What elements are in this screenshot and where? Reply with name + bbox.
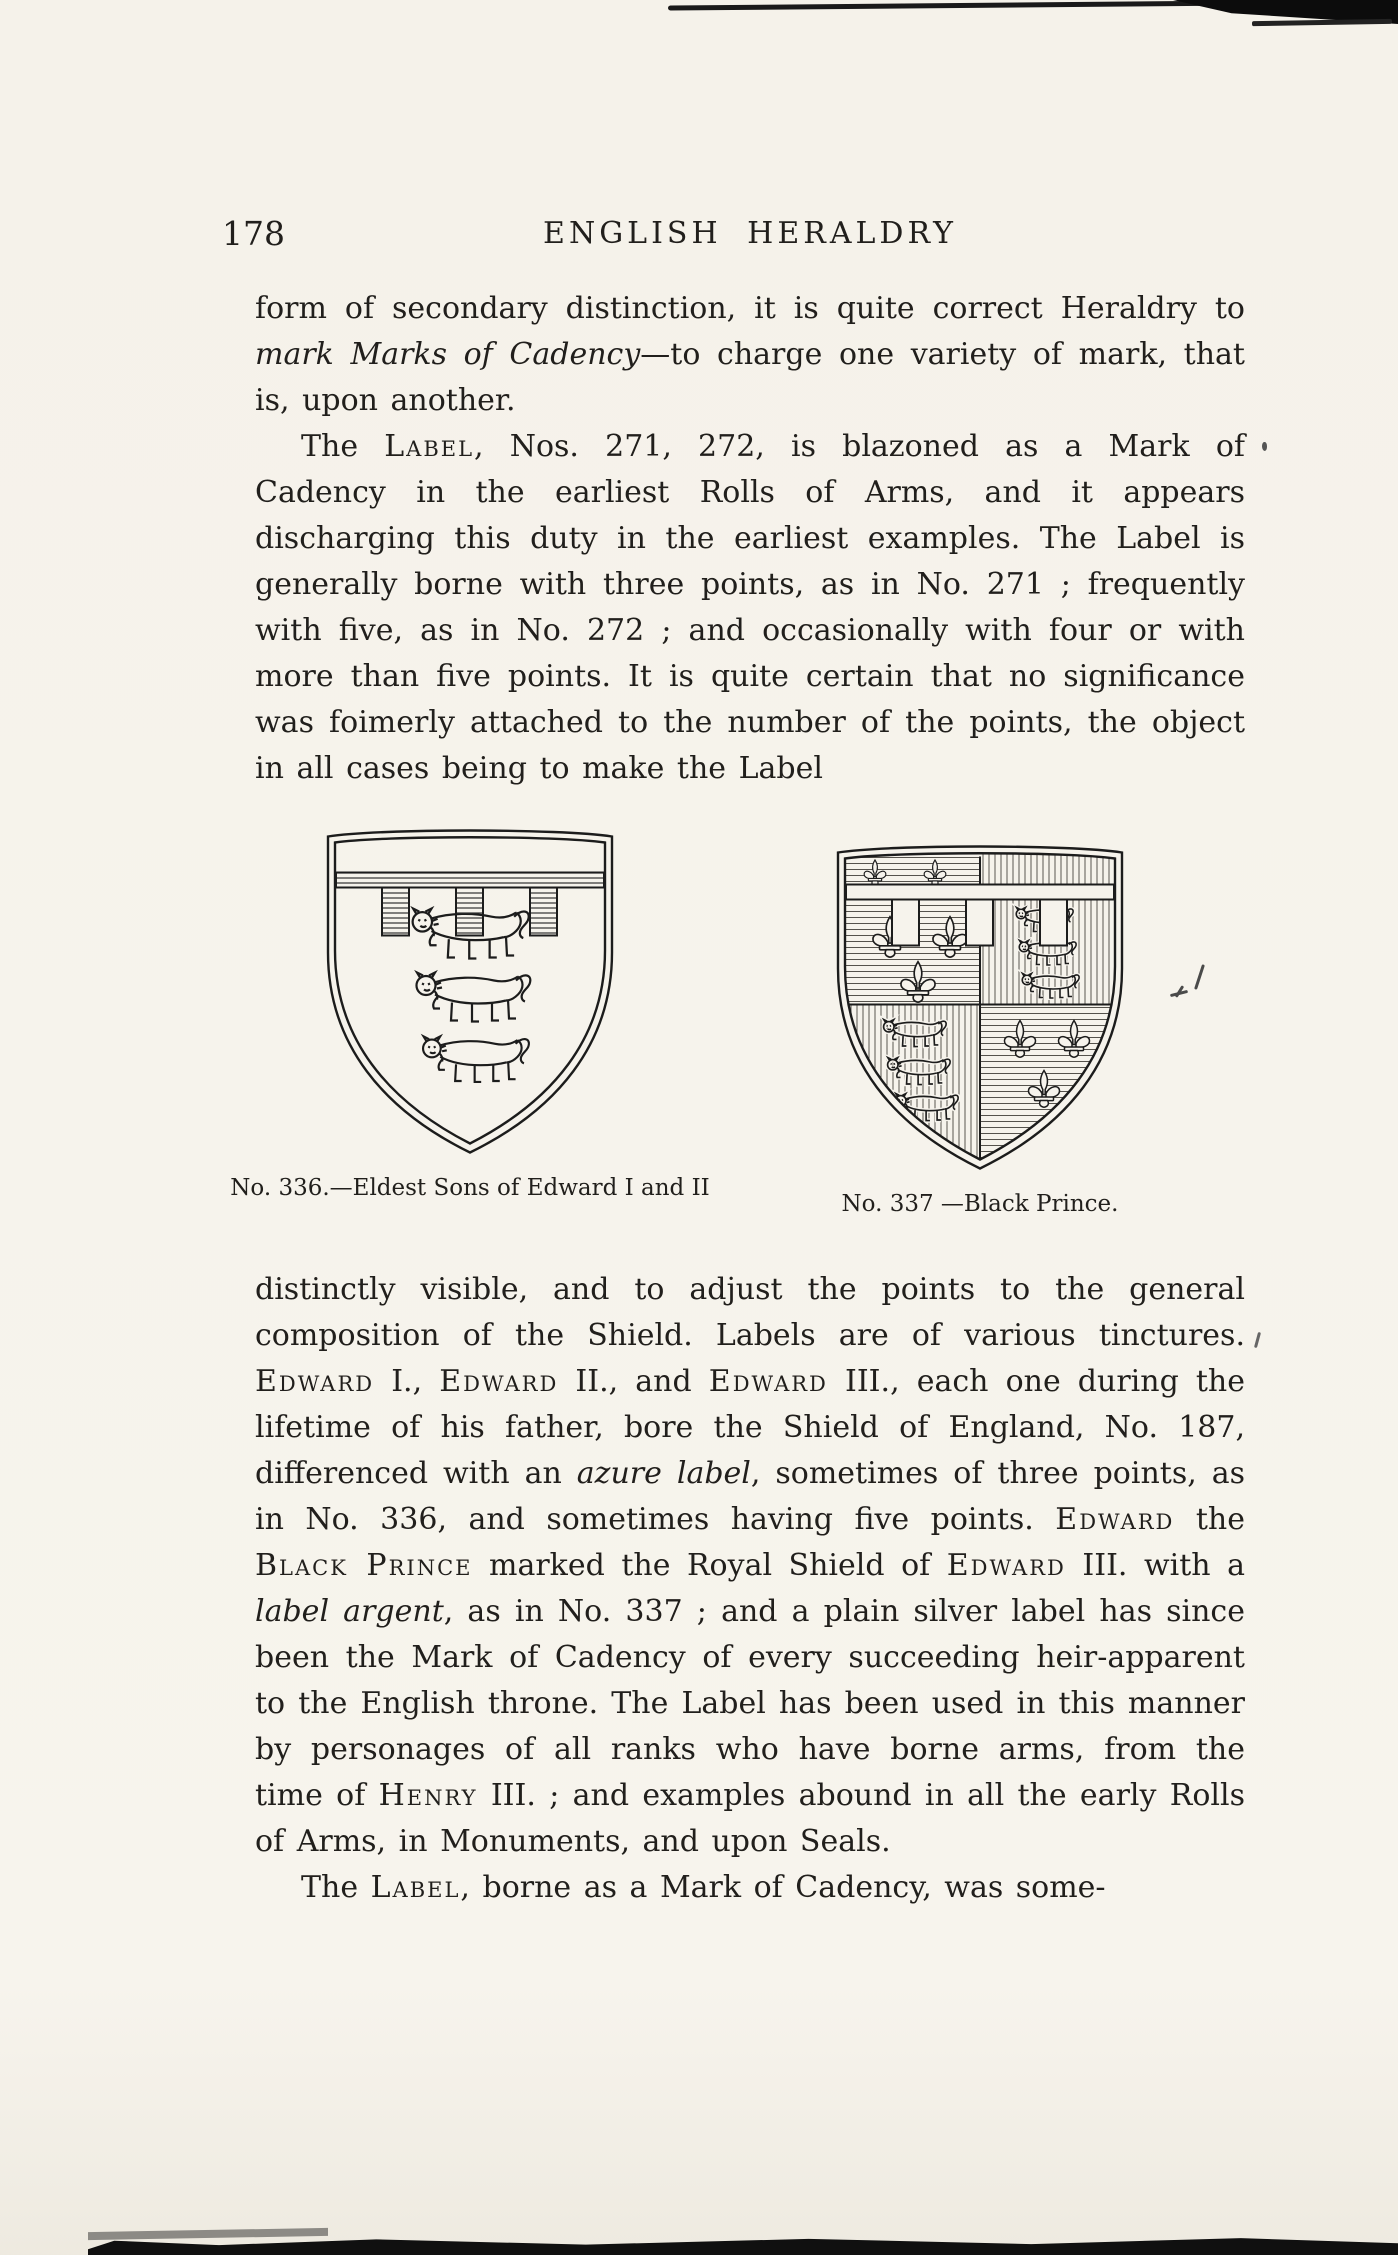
page-header [222, 212, 1245, 262]
figure-336 [230, 818, 710, 1233]
page-number: 178 [222, 214, 285, 253]
figure-337 [830, 834, 1130, 1217]
shield-336-illustration [320, 818, 620, 1163]
scan-artifact-top-line [668, 0, 1248, 10]
figure-row [230, 818, 1245, 1233]
ink-speck [1262, 442, 1267, 451]
scan-artifact-bottom-band [88, 2229, 1398, 2255]
scan-artifact-bottom-smudge [88, 2228, 328, 2240]
label-of-three-points-azure [336, 873, 604, 936]
ink-stroke [1254, 1332, 1261, 1348]
shield-337-illustration [830, 834, 1130, 1179]
paragraph-2: The Label, Nos. 271, 272, is blazoned as a Mark of Cadency in the earliest Rolls of Arms, and it appears discharging this duty in the earliest examples. The Label is generally borne with three points, as in No. 271 ; frequently with five, as in No. 272 ; and occasionally with four or with more than five points. It is quite certain that no significance was foimerly attached to the number of the points, the object in all cases being to make the Label [255, 429, 1245, 786]
running-title: ENGLISH HERALDRY [543, 216, 957, 251]
scan-artifact-top-corner [1173, 0, 1398, 24]
page-content [222, 212, 1246, 1911]
figure-caption-337: No. 337 —Black Prince. [841, 1191, 1119, 1217]
paragraph-3: distinctly visible, and to adjust the points to the general composition of the Shield. Labels are of various tinctures. Edward I., Edward II., and Edward III., each one during the lifetime of his father, bore the Shield of England, No. 187, differenced with an azure label, sometimes of three points, as in No. 336, and sometimes having five points. Edward the Black Prince marked the Royal Shield of Edward III. with a label argent, as in No. 337 ; and a plain silver label has since been the Mark of Cadency of every succeeding heir-apparent to the English throne. The Label has been used in this manner by personages of all ranks who have borne arms, from the time of Henry III. ; and examples abound in all the early Rolls of Arms, in Monuments, and upon Seals. [255, 1272, 1246, 1859]
figure-caption-336: No. 336.—Eldest Sons of Edward I and II [230, 1175, 710, 1201]
paragraph-4: The Label, borne as a Mark of Cadency, was some- [301, 1870, 1106, 1905]
paragraph-1: form of secondary distinction, it is quite correct Heraldry to mark Marks of Cadency—to charge one variety of mark, that is, upon another. [255, 291, 1245, 418]
scan-artifact-top-dash [1252, 19, 1392, 26]
